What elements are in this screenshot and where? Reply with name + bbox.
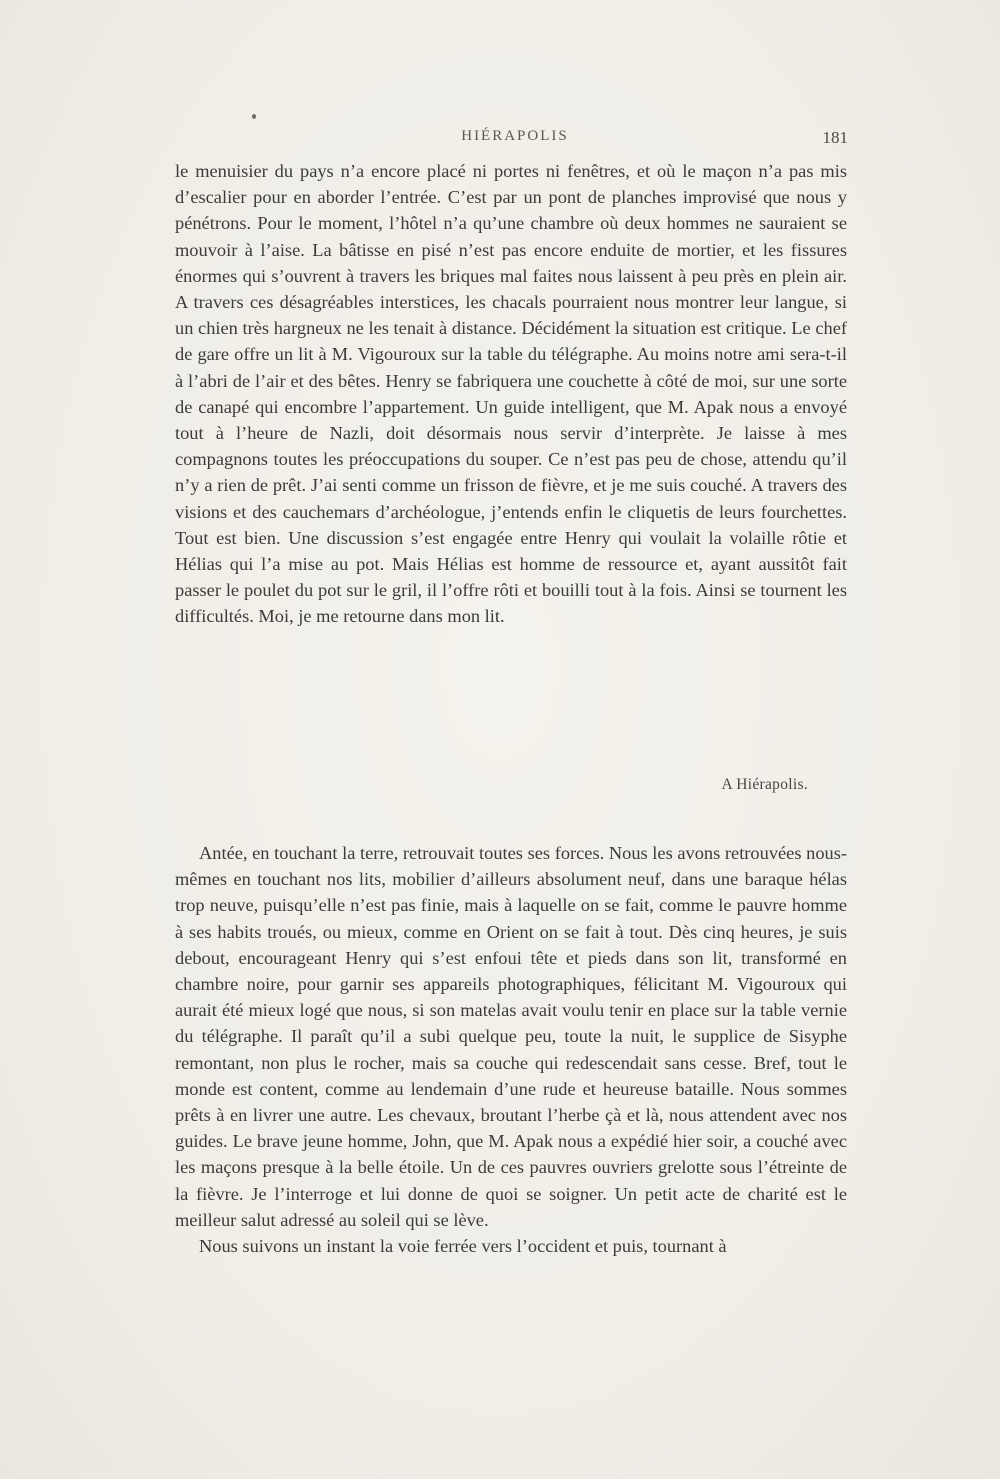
running-title: HIÉRAPOLIS [461, 128, 569, 144]
ink-speck [252, 114, 256, 119]
paragraph: Nous suivons un instant la voie ferrée vers l’occident et puis, tournant à [199, 1236, 727, 1257]
body-text-section-1 [175, 158, 847, 630]
paragraph: le menuisier du pays n’a encore placé ni portes ni fenêtres, et où le maçon n’a pas mis d’escalier pour en aborder l’entrée. C’est par un pont de planches improvisé que nous y pénétrons. Pour le moment, l’hôtel n’a qu’une chambre où deux hommes ne sauraient se mouvoir à l’aise. La bâtisse en pisé n’est pas encore enduite de mortier, et les fissures énormes qui s’ouvrent à travers les briques mal faites nous laissent à peu près en plein air. A travers ces désagréables interstices, les chacals pourraient nous montrer leur langue, si un chien très hargneux ne les tenait à distance. Décidément la situation est critique. Le chef de gare offre un lit à M. Vigouroux sur la table du télégraphe. Au moins notre ami sera-t-il à l’abri de l’air et des bêtes. Henry se fabriquera une couchette à côté de moi, sur une sorte de canapé qui encombre l’appartement. Un guide intelligent, que M. Apak nous a envoyé tout à l’heure de Nazli, doit désormais nous servir d’interprète. Je laisse à mes compagnons toutes les préoccupations du souper. Ce n’est pas peu de chose, attendu qu’il n’y a rien de prêt. J’ai senti comme un frisson de fièvre, et je me suis couché. A travers des visions et des cauchemars d’archéologue, j’entends enfin le cliquetis de leurs fourchettes. Tout est bien. Une discussion s’est engagée entre Henry qui voulait la volaille rôtie et Hélias qui l’a mise au pot. Mais Hélias est homme de ressource et, ayant aussitôt fait passer le poulet du pot sur le gril, il l’offre rôti et bouilli tout à la fois. Ainsi se tournent les difficultés. Moi, je me retourne dans mon lit. [175, 161, 847, 627]
running-head [0, 128, 1000, 152]
paragraph: Antée, en touchant la terre, retrouvait toutes ses forces. Nous les avons retrouvées nous-mêmes en touchant nos lits, mobilier d’ailleurs absolument neuf, dans une baraque hélas trop neuve, puisqu’elle n’est pas finie, mais à laquelle on se fait, comme le pauvre homme à ses habits troués, ou mieux, comme en Orient on se fait à tout. Dès cinq heures, je suis debout, encourageant Henry qui s’est enfoui tête et pieds dans son lit, transformé en chambre noire, pour garnir ses appareils photographiques, félicitant M. Vigouroux qui aurait été mieux logé que nous, si son matelas avait voulu tenir en place sur la table vernie du télégraphe. Il paraît qu’il a subi quelque peu, toute la nuit, le supplice de Sisyphe remontant, non plus le rocher, mais sa couche qui redescendait sans cesse. Bref, tout le monde est content, comme au lendemain d’une rude et heureuse bataille. Nous sommes prêts à en livrer une autre. Les chevaux, broutant l’herbe çà et là, nous attendent avec nos guides. Le brave jeune homme, John, que M. Apak nous a expédié hier soir, a couché avec les maçons presque à la belle étoile. Un de ces pauvres ouvriers grelotte sous l’étreinte de la fièvre. Je l’interroge et lui donne de quoi se soigner. Un petit acte de charité est le meilleur salut adressé au soleil qui se lève. [175, 843, 847, 1230]
section-heading: A Hiérapolis. [721, 776, 808, 793]
page-number: 181 [822, 128, 848, 147]
body-text-section-2 [175, 840, 847, 1259]
